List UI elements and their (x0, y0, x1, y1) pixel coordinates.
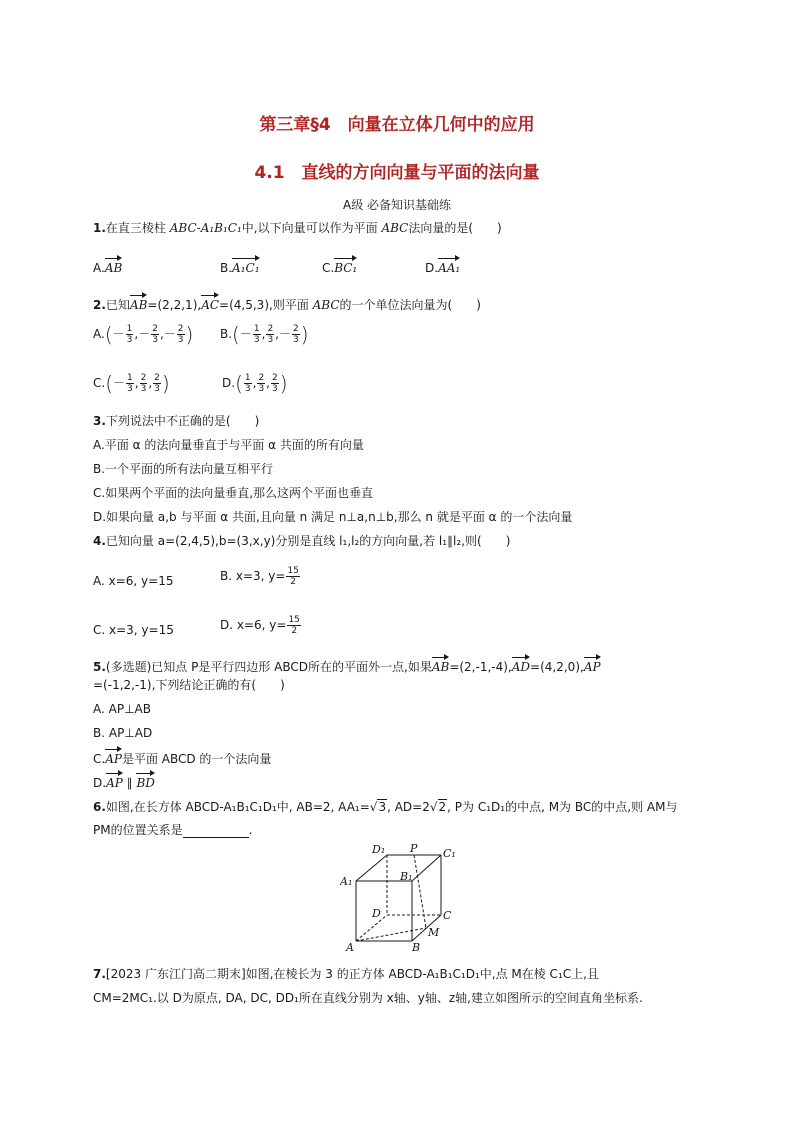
question-5-line-2: =(-1,2,-1),下列结论正确的有( ) (93, 678, 285, 692)
q5-option-c[interactable]: C.AP是平面 ABCD 的一个法向量 (93, 747, 271, 767)
q1-option-b[interactable]: B.A₁C₁ (220, 256, 260, 276)
q2-option-d[interactable]: D.( $\frac{1}{3}$ , $\frac{2}{3}$ , $\frac{2}{3}$ ) (222, 371, 288, 396)
question-5: 5.(多选题)已知点 P是平行四边形 ABCD所在的平面外一点,如果AB=(2,-1,-4),AD=(4,2,0),AP (93, 655, 601, 675)
label-p: P (410, 843, 418, 855)
q3-option-a[interactable]: A.平面 α 的法向量垂直于与平面 α 共面的所有向量 (93, 438, 364, 452)
chapter-title: 第三章§4 向量在立体几何中的应用 (259, 115, 535, 135)
question-3: 3.下列说法中不正确的是( ) (93, 414, 260, 428)
q3-option-d[interactable]: D.如果向量 a,b 与平面 α 共面,且向量 n 满足 n⊥a,n⊥b,那么 n 就是平面 α 的一个法向量 (93, 510, 573, 524)
q5-option-a[interactable]: A. AP⊥AB (93, 702, 151, 716)
q1-option-c[interactable]: C.BC₁ (322, 256, 357, 276)
segment-p-m (414, 855, 426, 928)
edge-c1-b1 (412, 855, 441, 881)
cuboid-figure (340, 843, 470, 953)
question-7: 7.[2023 广东江门高二期末]如图,在棱长为 3 的正方体 ABCD-A₁B₁C₁D₁中,点 M在棱 C₁C上,且 (93, 967, 599, 981)
q2-option-b[interactable]: B.(－ $\frac{1}{3}$ , $\frac{2}{3}$ ,－ $\frac{2}{3}$ ) (220, 322, 309, 347)
label-m: M (428, 926, 440, 939)
q2-option-a[interactable]: A.(－ $\frac{1}{3}$ ,－ $\frac{2}{3}$ ,－ $\frac{2}{3}$ ) (93, 322, 194, 347)
q1-option-a[interactable]: A.AB (93, 256, 122, 276)
question-7-line-2: CM=2MC₁.以 D为原点, DA, DC, DD₁所在直线分别为 x轴、y轴、z轴,建立如图所示的空间直角坐标系. (93, 991, 643, 1005)
q4-option-a[interactable]: A. x=6, y=15 (93, 574, 174, 588)
question-4: 4.已知向量 a=(2,4,5),b=(3,x,y)分别是直线 l₁,l₂的方向向量,若 l₁∥l₂,则( ) (93, 534, 511, 548)
q3-option-c[interactable]: C.如果两个平面的法向量垂直,那么这两个平面也垂直 (93, 486, 374, 500)
label-b: B (412, 941, 421, 953)
segment-a-m (356, 928, 426, 941)
label-d1: D₁ (372, 843, 386, 856)
label-d: D (372, 907, 381, 920)
question-1: 1.在直三棱柱 ABC-A₁B₁C₁中,以下向量可以作为平面 ABC法向量的是( ) (93, 221, 502, 235)
q5-option-d[interactable]: D.AP ∥ BD (93, 771, 155, 791)
label-a: A (346, 941, 354, 953)
level-label: A级 必备知识基础练 (342, 198, 452, 212)
answer-blank[interactable] (183, 837, 249, 838)
section-title: 4.1 直线的方向向量与平面的法向量 (254, 163, 540, 183)
q2-option-c[interactable]: C.(－ $\frac{1}{3}$ , $\frac{2}{3}$ , $\frac{2}{3}$ ) (93, 371, 170, 396)
edge-a1-d1 (356, 855, 387, 881)
label-c: C (443, 909, 452, 922)
question-6: 6.如图,在长方体 ABCD-A₁B₁C₁D₁中, AB=2, AA₁=√3, AD=2√2, P为 C₁D₁的中点, M为 BC的中点,则 AM与 (93, 800, 678, 814)
q3-option-b[interactable]: B.一个平面的所有法向量互相平行 (93, 462, 274, 476)
q4-option-d[interactable]: D. x=6, y= $\frac{15}{2}$ (220, 615, 300, 636)
label-b1: B₁ (400, 870, 413, 883)
q5-option-b[interactable]: B. AP⊥AD (93, 726, 153, 740)
label-c1: C₁ (443, 847, 456, 860)
question-2: 2.已知AB=(2,2,1),AC=(4,5,3),则平面 ABC的一个单位法向量为( ) (93, 293, 481, 313)
q1-option-d[interactable]: D.AA₁ (425, 256, 460, 276)
q4-option-b[interactable]: B. x=3, y= $\frac{15}{2}$ (220, 566, 299, 587)
q4-option-c[interactable]: C. x=3, y=15 (93, 623, 174, 637)
label-a1: A₁ (340, 875, 353, 888)
question-6-line-2: PM的位置关系是 . (93, 823, 253, 837)
